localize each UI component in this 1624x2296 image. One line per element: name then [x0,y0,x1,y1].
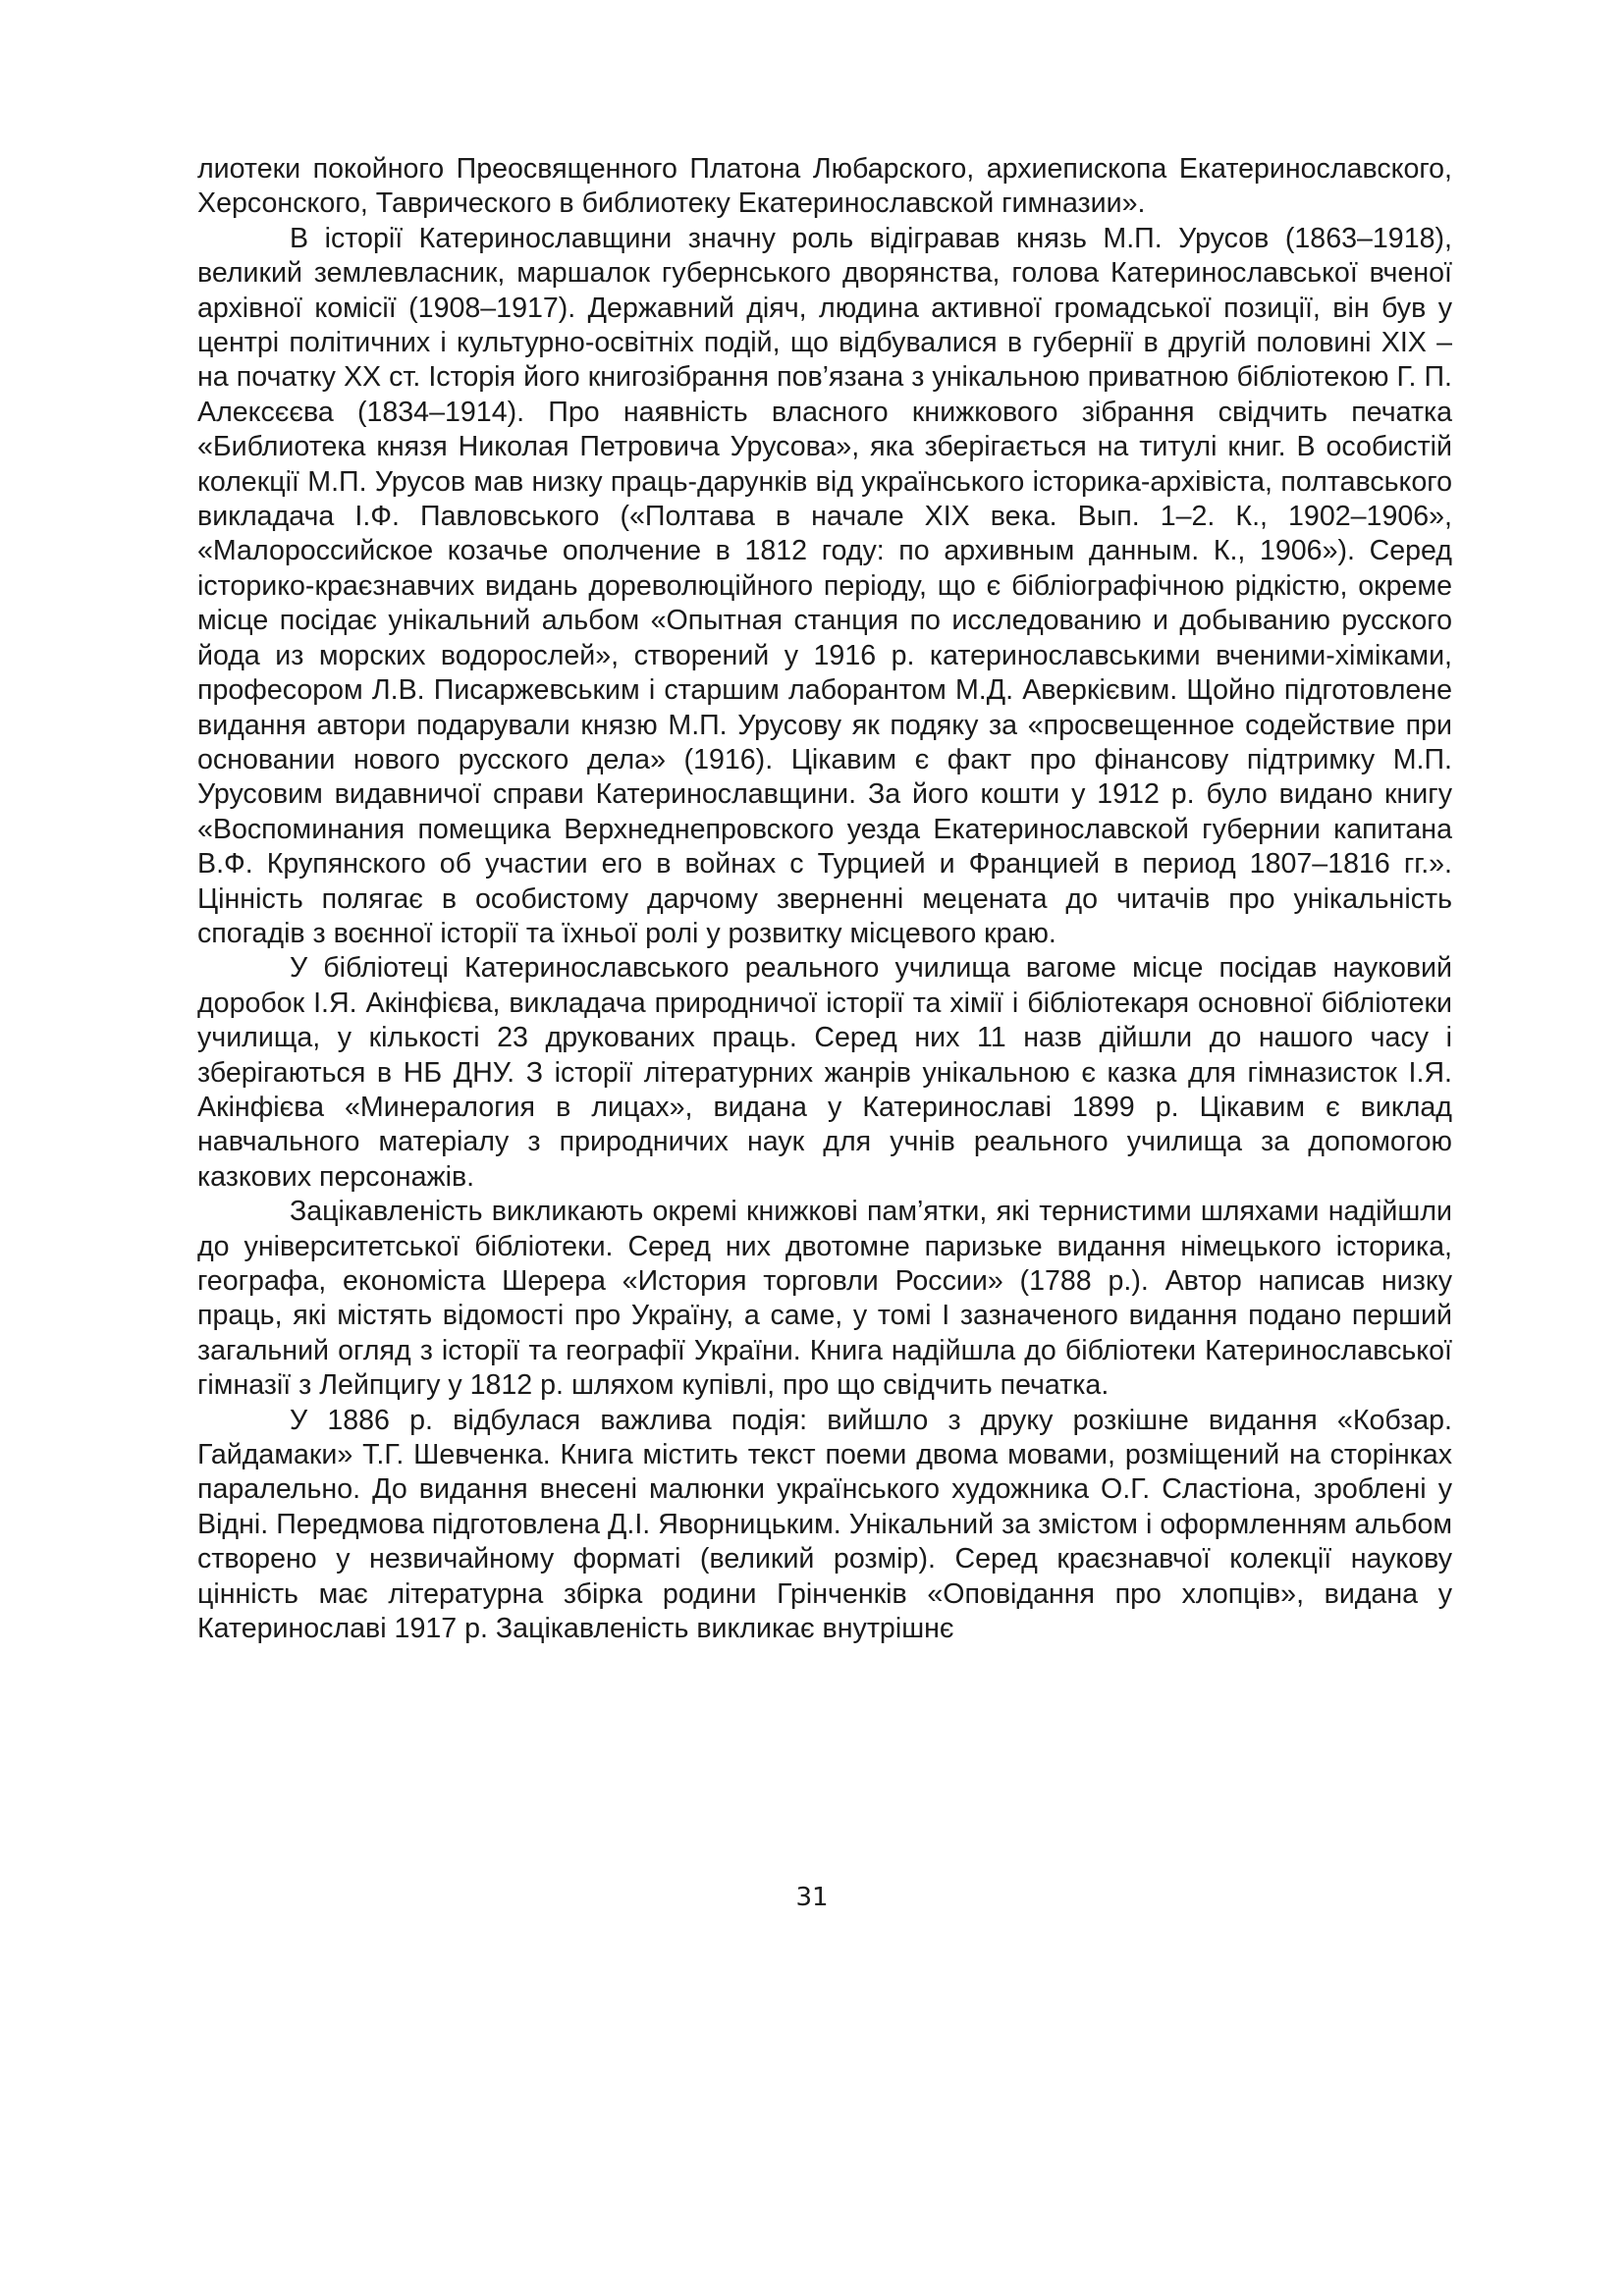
body-text [197,152,1452,1646]
paragraph-continuation: лиотеки покойного Преосвященного Платона Любарского, архиепископа Екатеринославского, Херсонского, Таврического в библиотеку Екатеринославской гимназии». [197,153,1452,220]
paragraph-urusov: В історії Катеринославщини значну роль відігравав князь М.П. Урусов (1863–1918), великий землевласник, маршалок губернського дворянства, голова Катеринославської вченої архівної комісії (1908–1917). Державний діяч, людина активної громадської позиції, він був у центрі політичних і культурно-освітніх подій, що відбувалися в губернії в другій половині XIX – на початку XX ст. Історія його книгозібрання пов’язана з унікальною приватною бібліотекою Г. П. Алексєєва (1834–1914). Про наявність власного книжкового зібрання свідчить печатка «Библиотека князя Николая Петровича Урусова», яка зберігається на титулі книг. В особистій колекції М.П. Урусов мав низку праць-дарунків від українського історика-архівіста, полтавського викладача І.Ф. Павловського («Полтава в начале XIX века. Вып. 1–2. К., 1902–1906», «Малороссийское козачье ополчение в 1812 году: по архивным данным. К., 1906»). Серед історико-краєзнавчих видань дореволюційного періоду, що є бібліографічною рідкістю, окреме місце посідає унікальний альбом «Опытная станция по исследованию и добыванию русского йода из морских водорослей», створений у 1916 р. катеринославськими вченими-хіміками, професором Л.В. Писаржевським і старшим лаборантом М.Д. Аверкієвим. Щойно підготовлене видання автори подарували князю М.П. Урусову як подяку за «просвещенное содействие при основании нового русского дела» (1916). Цікавим є факт про фінансову підтримку М.П. Урусовим видавничої справи Катеринославщини. За його кошти у 1912 р. було видано книгу «Воспоминания помещика Верхнеднепровского уезда Екатеринославской губернии капитана В.Ф. Крупянского об участии его в войнах с Турцией и Францией в период 1807–1816 гг.». Цінність полягає в особистому дарчому зверненні мецената до читачів про унікальність спогадів з воєнної історії та їхньої ролі у розвитку місцевого краю. [197,222,1452,949]
paragraph-scherer: Зацікавленість викликають окремі книжкові пам’ятки, які тернистими шляхами надійшли до університетської бібліотеки. Серед них двотомне паризьке видання німецького історика, географа, економіста Шерера «История торговли России» (1788 р.). Автор написав низку праць, які містять відомості про Україну, а саме, у томі І зазначеного видання подано перший загальний огляд з історії та географії України. Книга надійшла до бібліотеки Катеринославської гімназії з Лейпцигу у 1812 р. шляхом купівлі, про що свідчить печатка. [197,1196,1452,1402]
paragraph-akinfiev: У бібліотеці Катеринославського реального училища вагоме місце посідав науковий доробок І.Я. Акінфієва, викладача природничої історії та хімії і бібліотекаря основної бібліотеки училища, у кількості 23 друкованих праць. Серед них 11 назв дійшли до нашого часу і зберігаються в НБ ДНУ. З історії літературних жанрів унікальною є казка для гімназисток І.Я. Акінфієва «Минералогия в лицах», видана у Катеринославі 1899 р. Цікавим є виклад навчального матеріалу з природничих наук для учнів реального училища за допомогою казкових персонажів. [197,952,1452,1193]
paragraph-kobzar: У 1886 р. відбулася важлива подія: вийшло з друку розкішне видання «Кобзар. Гайдамаки» Т.Г. Шевченка. Книга містить текст поеми двома мовами, розміщений на сторінках паралельно. До видання внесені малюнки українського художника О.Г. Сластіона, зроблені у Відні. Передмова підготовлена Д.І. Яворницьким. Унікальний за змістом і оформленням альбом створено у незвичайному форматі (великий розмір). Серед краєзнавчої колекції наукову цінність має літературна збірка родини Грінченків «Оповідання про хлопців», видана у Катеринославі 1917 р. Зацікавленість викликає внутрішнє [197,1404,1452,1645]
page-number: 31 [795,1883,829,1912]
